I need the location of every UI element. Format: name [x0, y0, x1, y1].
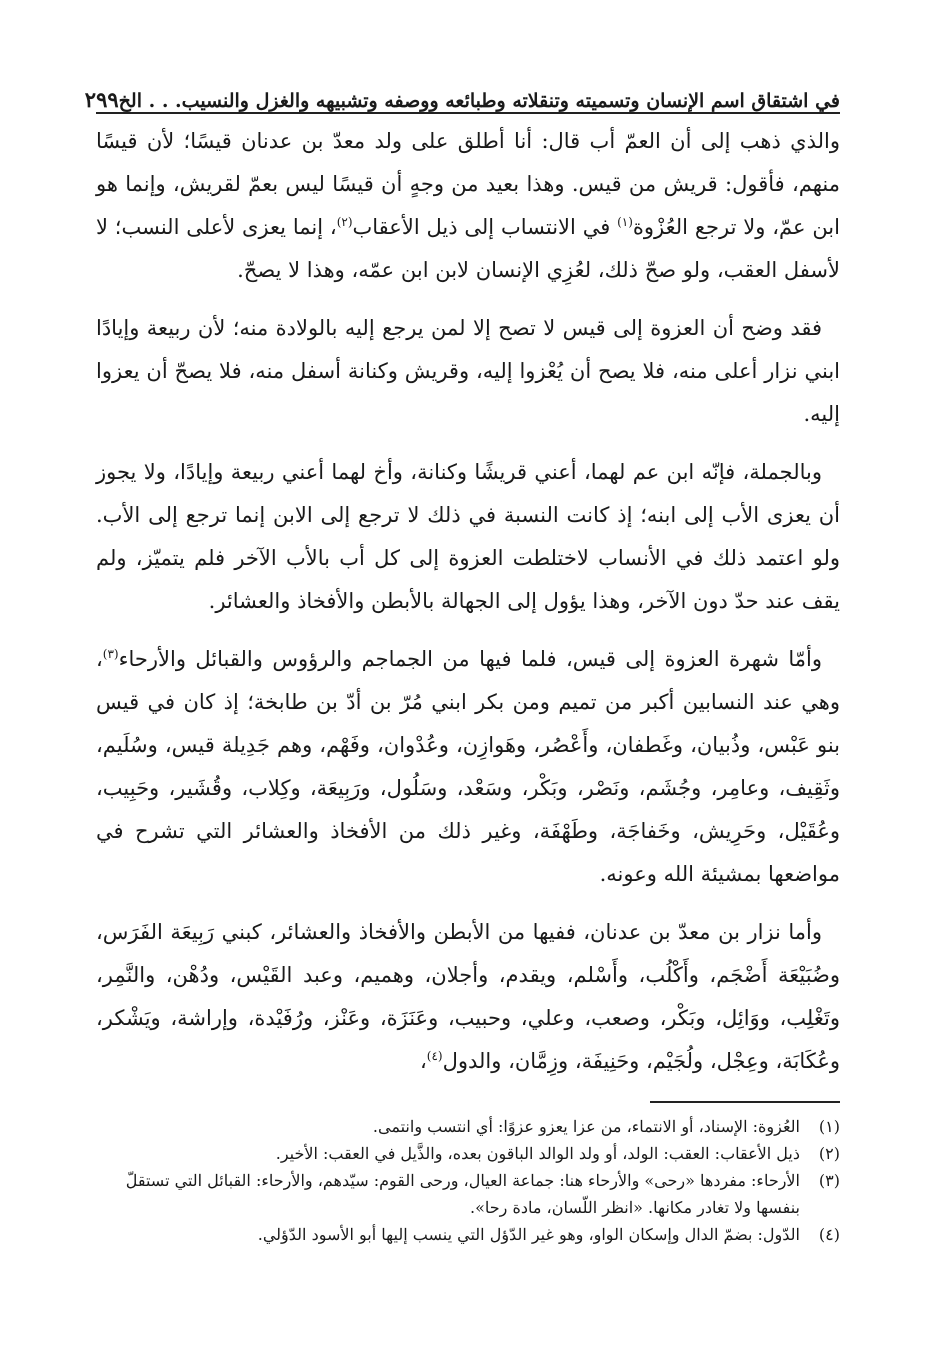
footnote-number: (١)	[818, 1117, 840, 1136]
footnote-number: (٣)	[818, 1171, 840, 1190]
footnotes	[96, 1113, 840, 1248]
footnote-divider	[650, 1101, 840, 1103]
footnote-number: (٤)	[818, 1225, 840, 1244]
footnote-text: الدّول: بضمّ الدال وإسكان الواو، وهو غير الدّؤل التي ينسب إليها أبو الأسود الدّؤلي.	[257, 1225, 800, 1244]
paragraph: والذي ذهب إلى أن العمّ أب قال: أنا أطلق على ولد معدّ بن عدنان قيسًا؛ لأن قيسًا منهم، فأقول: قريش من قيس. وهذا بعيد من وجهٍ أن قيسًا ليس بعمّ لقريش، وإنما هو ابن عمّ، ولا ترجع العُزْوة$^{(١)}$ في الانتساب إلى ذيل الأعقاب$^{(٢)}$، إنما يعزى لأعلى النسب؛ لا لأسفل العقب، ولو صحّ ذلك، لعُزِي الإنسان لابن ابن عمّه، وهذا لا يصحّ.	[96, 129, 840, 282]
paragraph: وأما نزار بن معدّ بن عدنان، ففيها من الأبطن والأفخاذ والعشائر، كبني رَبِيعَة الفَرَس، وضُبَيْعَة أَضْجَم، وأَكْلُب، وأَسْلم، ويقدم، وأجلان، وهميم، وعبد القَيْس، ودُهْن، والنَّمِر، وتَغْلِب، ووَائِل، وبَكْر، وصعب، وعلي، وحبيب، وعَنَزَة، وعَنْز، ورُفَيْدة، وإراشة، ويَشْكر، وعُكَابَة، وعِجْل، ولُجَيْم، وحَنِيفَة، وزِمَّان، والدول$^{(٤)}$،	[96, 920, 840, 1073]
paragraph: وبالجملة، فإنّه ابن عم لهما، أعني قريشًا وكنانة، وأخ لهما أعني ربيعة وإيادًا، ولا يجوز أن يعزى الأب إلى ابنه؛ إذ كانت النسبة في ذلك لا ترجع إلى الابن إنما ترجع إلى الأب. ولو اعتمد ذلك في الأنساب لاختلطت العزوة إلى كل أب بالأب الآخر فلم يتميّز، ولم يقف عند حدّ دون الآخر، وهذا يؤول إلى الجهالة بالأبطن والأفخاذ والعشائر.	[96, 460, 840, 613]
footnote-text: الأرحاء: مفردها «رحى» والأرحاء هنا: جماعة العيال، ورحى القوم: سيّدهم، والأرحاء: القبائل التي تستقلّ بنفسها ولا تغادر مكانها. «انظر اللّسان، مادة رحا».	[125, 1171, 800, 1217]
footnote-ref[interactable]: (٢)	[336, 215, 353, 229]
footnote-text: العُزوة: الإسناد، أو الانتماء، من عزا يعزو عزوًا: أي انتسب وانتمى.	[372, 1117, 800, 1136]
paragraph: وأمّا شهرة العزوة إلى قيس، فلما فيها من الجماجم والرؤوس والقبائل والأرحاء$^{(٣)}$، وهي عند النسابين أكبر من تميم ومن بكر ابني مُرّ بن أدّ بن طابخة؛ إذ كان في قيس بنو عَبْس، وذُبيان، وغَطفان، وأَعْصُر، وهَوازِن، وعُدْوان، وفَهْم، وهم جَدِيلة قيس، وسُلَيم، وثَقِيف، وعامِر، وجُشَم، ونَصْر، وبَكْر، وسَعْد، وسَلُول، ورَبِيعَة، وكِلاب، وقُشَير، وحَبِيب، وعُقَيْل، وحَرِيش، وخَفاجَة، وطَهْفَة، وغير ذلك من الأفخاذ والعشائر التي تشرح في مواضعها بمشيئة الله وعونه.	[96, 647, 840, 886]
footnote	[96, 1113, 840, 1140]
footnote	[96, 1167, 840, 1221]
paragraph: فقد وضح أن العزوة إلى قيس لا تصح إلا لمن يرجع إليه بالولادة منه؛ لأن ربيعة وإيادًا ابني نزار أعلى منه، فلا يصح أن يُعْزوا إليه، وقريش وكنانة أسفل منه، فلا يصحّ أن يعزوا إليه.	[96, 316, 840, 426]
book-page	[84, 62, 840, 1322]
footnote-ref[interactable]: (٤)	[426, 1049, 443, 1063]
main-text	[96, 120, 840, 1083]
footnote	[96, 1221, 840, 1248]
running-header	[84, 62, 840, 114]
page-number: ٢٩٩	[84, 87, 119, 112]
footnote-ref[interactable]: (٣)	[102, 647, 119, 661]
running-title: في اشتقاق اسم الإنسان وتسميته وتنقلاته وطبائعه ووصفه وتشبيهه والغزل والنسيب. . . الخ	[118, 90, 840, 112]
footnote-text: ذيل الأعقاب: العقب: الولد، أو ولد الوالد الباقون بعده، والذَّيل في العقب: الأخير.	[275, 1144, 800, 1163]
footnote-ref[interactable]: (١)	[617, 215, 633, 229]
footnote	[96, 1140, 840, 1167]
footnote-number: (٢)	[818, 1144, 840, 1163]
